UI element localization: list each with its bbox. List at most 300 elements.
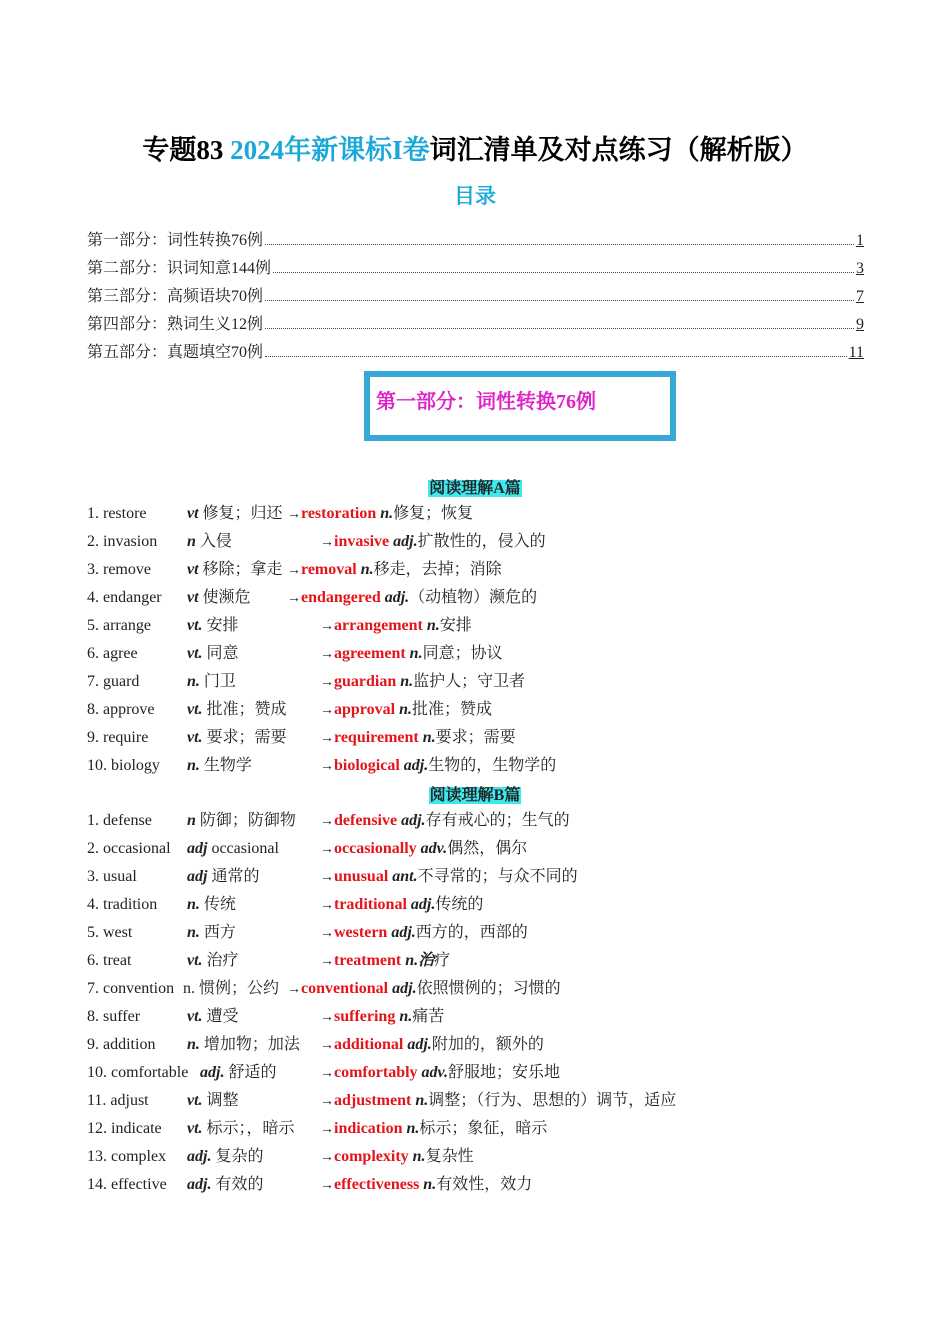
arrow-icon: →: [320, 814, 334, 829]
vocab-base-definition: 门卫: [203, 673, 236, 690]
vocab-word: [87, 640, 138, 668]
vocab-derived-meaning: 依照惯例的；习惯的: [416, 980, 561, 997]
vocab-row: [87, 891, 887, 919]
vocab-base-definition: 安排: [206, 617, 239, 634]
vocab-derived: [320, 1003, 444, 1032]
vocab-base-meaning: [187, 891, 236, 919]
vocab-base-definition: 要求；需要: [206, 729, 287, 746]
arrow-icon: →: [320, 870, 334, 885]
vocab-row: [87, 1143, 887, 1171]
vocab-derived-meaning: 舒服地；安乐地: [448, 1064, 561, 1081]
vocab-number: 6.: [87, 645, 99, 662]
vocab-derived-pos: n.: [360, 561, 374, 578]
vocab-derived-pos: n.治: [405, 952, 435, 969]
vocab-derived: [320, 640, 503, 669]
vocab-derived-word: endangered: [301, 589, 381, 606]
vocab-word: [87, 891, 157, 919]
vocab-derived: [320, 612, 472, 641]
vocab-derived-meaning: 有效性，效力: [436, 1176, 533, 1193]
vocab-base-pos: vt.: [187, 729, 203, 746]
vocab-word: [87, 1143, 166, 1171]
toc-entry-label: 第五部分：真题填空70例: [87, 344, 264, 361]
vocab-base-pos: vt: [187, 589, 199, 606]
toc-leader: [265, 328, 854, 329]
arrow-icon: →: [320, 675, 334, 690]
vocab-derived-pos: ant.: [392, 868, 418, 885]
vocab-base-meaning: [187, 919, 236, 947]
arrow-icon: →: [287, 563, 301, 578]
vocab-base-definition: 惯例；公约: [199, 980, 280, 997]
vocab-row: [87, 500, 887, 528]
vocab-number: 12.: [87, 1120, 107, 1137]
toc-leader: [273, 272, 854, 273]
vocab-number: 7.: [87, 673, 99, 690]
vocab-base-word: comfortable: [111, 1064, 189, 1081]
vocab-word: [87, 528, 157, 556]
vocab-derived-meaning: 安排: [439, 617, 472, 634]
section-heading-a: [0, 475, 950, 498]
vocab-base-word: defense: [103, 812, 152, 829]
vocab-derived-pos: n.: [415, 1092, 429, 1109]
vocab-base-word: complex: [111, 1148, 167, 1165]
vocab-base-definition: 增加物；加法: [203, 1036, 300, 1053]
vocab-base-definition: 西方: [203, 924, 236, 941]
vocab-base-pos: vt: [187, 505, 199, 522]
vocab-derived: [320, 1059, 560, 1088]
vocab-number: 10.: [87, 757, 107, 774]
toc-heading: 目录: [454, 184, 496, 208]
vocab-base-pos: n: [187, 533, 196, 550]
vocab-base-definition: 调整: [206, 1092, 239, 1109]
vocab-base-definition: 生物学: [203, 757, 252, 774]
arrow-icon: →: [320, 731, 334, 746]
vocab-derived-word: adjustment: [334, 1092, 412, 1109]
vocab-row: [87, 947, 887, 975]
vocab-row: [87, 975, 887, 1003]
vocab-base-meaning: [187, 1031, 300, 1059]
arrow-icon: →: [320, 1038, 334, 1053]
vocab-base-meaning: [187, 1087, 239, 1115]
vocab-base-word: addition: [103, 1036, 156, 1053]
vocab-derived-meaning: 传统的: [435, 896, 484, 913]
vocab-base-word: suffer: [103, 1008, 141, 1025]
toc-entry-page: 9: [856, 316, 864, 333]
document-title: [0, 128, 950, 167]
vocab-word: [87, 947, 131, 975]
vocab-base-meaning: [187, 528, 232, 556]
title-suffix: 词汇清单及对点练习（解析版）: [429, 135, 808, 165]
vocab-derived: [320, 724, 516, 753]
vocab-base-pos: n: [187, 812, 196, 829]
vocab-base-word: indicate: [111, 1120, 162, 1137]
vocab-row: [87, 724, 887, 752]
section-heading-label: 阅读理解A篇: [429, 480, 521, 497]
arrow-icon: →: [320, 759, 334, 774]
vocab-derived-pos: adj.: [384, 589, 410, 606]
vocab-base-definition: 同意: [206, 645, 239, 662]
vocab-base-meaning: [187, 863, 259, 891]
vocab-base-pos: adj.: [200, 1064, 225, 1081]
arrow-icon: →: [320, 535, 334, 550]
vocab-number: 14.: [87, 1176, 107, 1193]
vocab-base-definition: 使濒危: [202, 589, 251, 606]
vocab-derived-pos: n.: [380, 505, 394, 522]
toc-entry-label: 第二部分：识词知意144例: [87, 260, 272, 277]
vocab-derived: [320, 807, 570, 836]
vocab-derived: [320, 752, 556, 781]
arrow-icon: →: [320, 1010, 334, 1025]
vocab-number: 9.: [87, 1036, 99, 1053]
arrow-icon: →: [320, 647, 334, 662]
vocab-base-word: endanger: [103, 589, 162, 606]
vocab-base-pos: n.: [187, 757, 200, 774]
vocab-derived-word: biological: [334, 757, 400, 774]
vocab-base-word: west: [103, 924, 133, 941]
table-of-contents: [87, 222, 864, 362]
toc-entry[interactable]: [87, 250, 864, 278]
vocab-derived-meaning: 存有戒心的；生气的: [425, 812, 570, 829]
vocab-derived-meaning: 标示；象征，暗示: [419, 1120, 548, 1137]
vocab-derived-word: defensive: [334, 812, 398, 829]
vocab-base-word: approve: [103, 701, 155, 718]
vocab-base-pos: adj: [187, 868, 208, 885]
toc-entry-page: 7: [856, 288, 864, 305]
vocab-derived-pos: adj.: [403, 757, 429, 774]
vocab-base-meaning: [187, 612, 239, 640]
vocab-row: [87, 584, 887, 612]
vocab-word: [87, 1087, 149, 1115]
vocab-base-pos: n.: [187, 924, 200, 941]
arrow-icon: →: [320, 926, 334, 941]
vocab-derived-word: removal: [301, 561, 357, 578]
vocab-base-definition: 舒适的: [228, 1064, 277, 1081]
toc-leader: [265, 300, 854, 301]
vocab-word: [87, 752, 160, 780]
vocab-derived-word: complexity: [334, 1148, 409, 1165]
vocab-derived: [320, 1171, 532, 1200]
vocab-base-word: biology: [111, 757, 160, 774]
vocab-base-pos: vt.: [187, 701, 203, 718]
vocab-row: [87, 835, 887, 863]
vocab-derived: [320, 1115, 547, 1144]
vocab-derived-pos: adj.: [392, 980, 417, 997]
vocab-row: [87, 807, 887, 835]
vocab-derived: [287, 975, 561, 1004]
vocab-derived: [320, 919, 528, 948]
vocab-base-word: agree: [103, 645, 138, 662]
vocab-base-meaning: [187, 584, 251, 612]
vocab-base-meaning: [187, 1115, 295, 1143]
vocab-base-meaning: [187, 807, 296, 835]
vocab-word: [87, 500, 147, 528]
vocab-number: 11.: [87, 1092, 107, 1109]
vocab-derived: [320, 668, 525, 697]
vocab-base-meaning: [187, 1143, 263, 1171]
vocab-base-word: invasion: [103, 533, 158, 550]
vocab-derived: [287, 500, 473, 529]
vocab-base-definition: 批准；赞成: [206, 701, 287, 718]
vocab-derived-word: invasive: [334, 533, 390, 550]
vocab-derived-word: treatment: [334, 952, 402, 969]
vocab-number: 10.: [87, 1064, 107, 1081]
vocab-base-definition: 标示；，暗示: [206, 1120, 295, 1137]
vocab-derived-pos: adv.: [420, 840, 448, 857]
vocab-derived-meaning: 监护人；守卫者: [413, 673, 526, 690]
vocab-number: 3.: [87, 868, 99, 885]
vocab-derived-word: arrangement: [334, 617, 423, 634]
vocab-base-pos: n.: [187, 1036, 200, 1053]
vocab-derived-word: indication: [334, 1120, 403, 1137]
vocab-base-pos: vt.: [187, 617, 203, 634]
vocab-derived-pos: n.: [400, 673, 414, 690]
vocab-derived-word: requirement: [334, 729, 419, 746]
toc-entry-label: 第三部分：高频语块70例: [87, 288, 264, 305]
vocab-derived-word: comfortably: [334, 1064, 418, 1081]
vocab-base-definition: 传统: [203, 896, 236, 913]
vocab-derived: [287, 584, 537, 613]
vocab-row: [87, 668, 887, 696]
vocab-base-word: treat: [103, 952, 132, 969]
vocab-derived: [320, 863, 578, 892]
arrow-icon: →: [320, 842, 334, 857]
vocab-derived-word: agreement: [334, 645, 406, 662]
vocab-word: [87, 1031, 155, 1059]
toc-leader: [265, 244, 854, 245]
vocab-base-meaning: [187, 724, 287, 752]
vocab-base-meaning: [187, 668, 236, 696]
vocab-number: 8.: [87, 1008, 99, 1025]
vocab-derived: [320, 835, 527, 864]
vocab-derived-pos: n.: [412, 1148, 426, 1165]
vocab-row: [87, 752, 887, 780]
vocab-derived: [320, 947, 450, 976]
vocab-derived-pos: n.: [423, 1176, 437, 1193]
vocab-word: [87, 584, 162, 612]
vocab-derived-meaning: 西方的，西部的: [415, 924, 528, 941]
vocab-row: [87, 1059, 887, 1087]
vocab-row: [87, 1087, 887, 1115]
vocab-base-definition: 移除；拿走: [202, 561, 283, 578]
vocab-derived-meaning: 修复；恢复: [393, 505, 474, 522]
vocab-derived-word: approval: [334, 701, 396, 718]
vocab-derived: [320, 1087, 676, 1116]
vocab-derived-pos: adj.: [410, 896, 436, 913]
vocab-base-definition: 通常的: [211, 868, 260, 885]
vocab-derived-pos: n.: [406, 1120, 420, 1137]
arrow-icon: →: [320, 898, 334, 913]
vocab-derived-pos: n.: [426, 617, 440, 634]
vocab-base-pos: vt.: [187, 952, 203, 969]
vocab-number: 1.: [87, 812, 99, 829]
vocab-derived-word: suffering: [334, 1008, 396, 1025]
vocab-base-meaning: [187, 640, 239, 668]
vocab-derived: [320, 696, 492, 725]
toc-leader: [265, 356, 847, 357]
vocab-base-pos: adj.: [187, 1176, 212, 1193]
arrow-icon: →: [287, 982, 301, 997]
vocab-base-pos: vt: [187, 561, 199, 578]
vocab-row: [87, 528, 887, 556]
vocab-derived-meaning: 批准；赞成: [411, 701, 492, 718]
vocab-row: [87, 1115, 887, 1143]
vocab-row: [87, 612, 887, 640]
part-one-banner: [364, 371, 676, 441]
vocab-base-word: effective: [111, 1176, 167, 1193]
vocab-base-word: require: [103, 729, 149, 746]
vocab-row: [87, 640, 887, 668]
vocab-derived-word: occasionally: [334, 840, 417, 857]
vocab-base-meaning: [187, 947, 239, 975]
vocab-derived-word: effectiveness: [334, 1176, 420, 1193]
vocab-base-definition: 治疗: [206, 952, 239, 969]
vocab-word: [87, 807, 152, 835]
vocab-base-word: arrange: [103, 617, 151, 634]
arrow-icon: →: [287, 507, 301, 522]
vocab-base-definition: 修复；归还: [202, 505, 283, 522]
arrow-icon: →: [320, 619, 334, 634]
vocab-base-word: usual: [103, 868, 137, 885]
toc-entry-label: 第一部分：词性转换76例: [87, 232, 264, 249]
vocab-word: [87, 1059, 188, 1087]
vocab-base-definition: 入侵: [199, 533, 232, 550]
toc-entry-page: 1: [856, 232, 864, 249]
vocab-derived-pos: adj.: [401, 812, 426, 829]
toc-entry[interactable]: [87, 278, 864, 306]
vocab-derived-word: conventional: [301, 980, 389, 997]
vocab-derived-meaning: 同意；协议: [422, 645, 503, 662]
vocab-derived-meaning: 复杂性: [425, 1148, 474, 1165]
vocab-derived-meaning: （动植物）濒危的: [409, 589, 538, 606]
vocab-word: [87, 696, 155, 724]
vocab-derived-meaning: 疗: [434, 952, 451, 969]
vocab-number: 4.: [87, 589, 99, 606]
vocab-derived-meaning: 生物的，生物学的: [428, 757, 557, 774]
arrow-icon: →: [320, 1122, 334, 1137]
vocab-number: 5.: [87, 617, 99, 634]
vocab-derived-pos: adj.: [407, 1036, 432, 1053]
vocab-derived-word: restoration: [301, 505, 377, 522]
vocab-base-pos: adj.: [187, 1148, 212, 1165]
vocab-derived-pos: n.: [399, 701, 412, 718]
vocab-number: 1.: [87, 505, 99, 522]
vocab-base-pos: vt.: [187, 1092, 203, 1109]
vocab-base-pos: vt.: [187, 1120, 203, 1137]
vocab-base-pos: adj: [187, 840, 208, 857]
vocab-derived-meaning: 要求；需要: [435, 729, 516, 746]
vocab-number: 9.: [87, 729, 99, 746]
vocab-word: [87, 1003, 140, 1031]
section-heading-label: 阅读理解B篇: [429, 787, 521, 804]
vocab-row: [87, 556, 887, 584]
vocab-word: [87, 556, 151, 584]
vocab-base-definition: occasional: [211, 840, 279, 857]
vocab-base-pos: n.: [187, 673, 200, 690]
toc-entry[interactable]: [87, 334, 864, 362]
vocab-row: [87, 1003, 887, 1031]
vocab-derived: [320, 891, 483, 920]
vocab-word: [87, 724, 148, 752]
arrow-icon: →: [320, 1150, 334, 1165]
vocab-word: [87, 863, 137, 891]
vocab-word: [87, 919, 132, 947]
vocab-word: [87, 975, 174, 1003]
vocab-derived-word: additional: [334, 1036, 404, 1053]
toc-entry-label: 第四部分：熟词生义12例: [87, 316, 264, 333]
vocab-derived-pos: adj.: [393, 533, 418, 550]
vocab-base-meaning: [187, 556, 283, 584]
vocab-base-meaning: [187, 1003, 239, 1031]
vocab-derived-word: traditional: [334, 896, 407, 913]
vocab-word: [87, 612, 151, 640]
vocab-number: 2.: [87, 533, 99, 550]
toc-entry[interactable]: [87, 222, 864, 250]
vocab-word: [87, 835, 171, 863]
vocab-base-meaning: [200, 1059, 276, 1087]
vocab-base-definition: 防御；防御物: [199, 812, 296, 829]
vocab-list-a: [87, 500, 887, 780]
vocab-row: [87, 919, 887, 947]
vocab-base-definition: 复杂的: [215, 1148, 264, 1165]
vocab-derived-pos: n.: [409, 645, 423, 662]
vocab-base-pos: vt.: [187, 1008, 203, 1025]
vocab-derived-pos: n.: [399, 1008, 413, 1025]
vocab-row: [87, 863, 887, 891]
section-heading-b: [0, 782, 950, 805]
vocab-derived-meaning: 扩散性的，侵入的: [417, 533, 546, 550]
arrow-icon: →: [320, 703, 334, 718]
vocab-derived-meaning: 附加的，额外的: [431, 1036, 544, 1053]
vocab-base-word: restore: [103, 505, 147, 522]
toc-entry[interactable]: [87, 306, 864, 334]
vocab-base-meaning: [187, 752, 252, 780]
title-prefix: 专题83: [142, 135, 231, 165]
vocab-number: 5.: [87, 924, 99, 941]
vocab-derived-pos: adj.: [391, 924, 416, 941]
vocab-word: [87, 668, 139, 696]
vocab-base-definition: 遭受: [206, 1008, 239, 1025]
toc-entry-page: 3: [856, 260, 864, 277]
vocab-number: 2.: [87, 840, 99, 857]
vocab-base-word: tradition: [103, 896, 158, 913]
vocab-base-word: guard: [103, 673, 140, 690]
vocab-derived-word: guardian: [334, 673, 397, 690]
vocab-base-word: remove: [103, 561, 151, 578]
vocab-word: [87, 1171, 167, 1199]
vocab-base-word: convention: [103, 980, 175, 997]
vocab-base-meaning: [187, 500, 283, 528]
vocab-derived: [320, 1143, 474, 1172]
vocab-list-b: [87, 807, 887, 1199]
vocab-number: 6.: [87, 952, 99, 969]
arrow-icon: →: [287, 591, 301, 606]
part-one-title: 第一部分：词性转换76例: [376, 391, 596, 413]
arrow-icon: →: [320, 1178, 334, 1193]
vocab-number: 8.: [87, 701, 99, 718]
vocab-derived-meaning: 痛苦: [412, 1008, 445, 1025]
vocab-derived-meaning: 不寻常的；与众不同的: [417, 868, 578, 885]
vocab-base-word: adjust: [110, 1092, 149, 1109]
toc-entry-page: 11: [848, 344, 864, 361]
vocab-word: [87, 1115, 162, 1143]
arrow-icon: →: [320, 954, 334, 969]
vocab-base-meaning: [187, 1171, 263, 1199]
vocab-derived: [320, 1031, 544, 1060]
vocab-derived-word: unusual: [334, 868, 389, 885]
vocab-row: [87, 1031, 887, 1059]
vocab-row: [87, 1171, 887, 1199]
vocab-derived: [320, 528, 546, 557]
vocab-derived-meaning: 调整；（行为、思想的）调节，适应: [428, 1092, 677, 1109]
